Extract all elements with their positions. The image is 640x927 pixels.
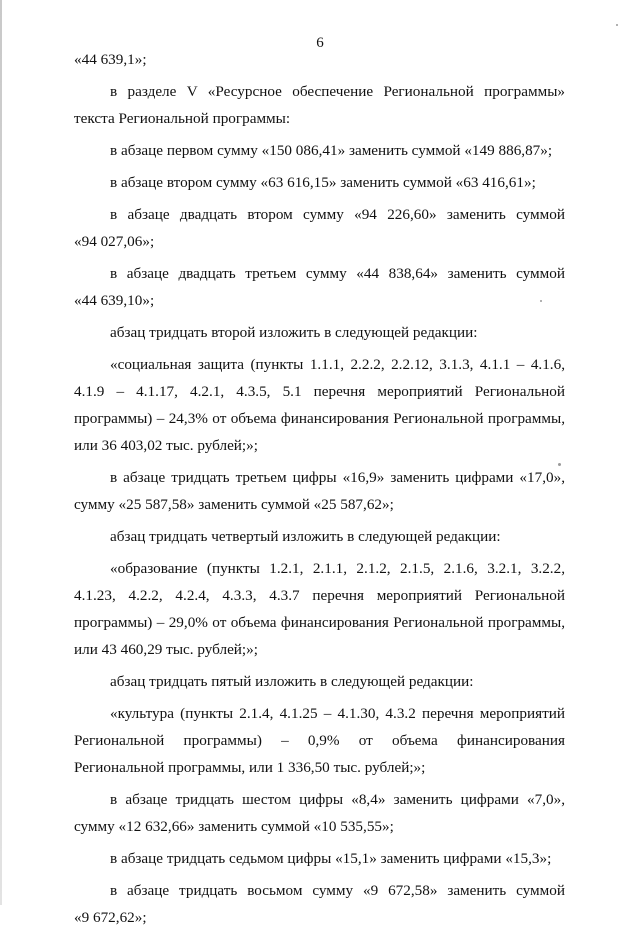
text-line: сумму «12 632,66» заменить суммой «10 535,55»; — [74, 818, 394, 835]
text-line: программы) – 29,0% от объема финансирования Региональной программы, — [74, 614, 565, 631]
text-line: или 36 403,02 тыс. рублей;»; — [74, 437, 258, 454]
text-line: 4.1.23, 4.2.2, 4.2.4, 4.3.3, 4.3.7 перечня мероприятий Региональной — [74, 587, 565, 604]
text-line: в абзаце втором сумму «63 616,15» заменить суммой «63 416,61»; — [110, 174, 536, 191]
text-line: «социальная защита (пункты 1.1.1, 2.2.2, 2.2.12, 3.1.3, 4.1.1 – 4.1.6, — [110, 356, 565, 373]
page-number: 6 — [316, 35, 324, 51]
scan-edge — [0, 0, 2, 905]
text-line: абзац тридцать пятый изложить в следующей редакции: — [110, 673, 474, 690]
text-line: «94 027,06»; — [74, 233, 155, 250]
scan-speck — [616, 24, 618, 26]
scan-speck — [540, 300, 542, 302]
text-line: в абзаце тридцать седьмом цифры «15,1» заменить цифрами «15,3»; — [110, 850, 552, 867]
text-line: в абзаце первом сумму «150 086,41» заменить суммой «149 886,87»; — [110, 142, 553, 159]
scan-speck — [558, 463, 561, 466]
text-line: «образование (пункты 1.2.1, 2.1.1, 2.1.2, 2.1.5, 2.1.6, 3.2.1, 3.2.2, — [110, 560, 565, 577]
text-line: 4.1.9 – 4.1.17, 4.2.1, 4.3.5, 5.1 перечня мероприятий Региональной — [74, 383, 565, 400]
text-line: в абзаце тридцать шестом цифры «8,4» заменить цифрами «7,0», — [110, 791, 565, 808]
text-line: в абзаце тридцать третьем цифры «16,9» заменить цифрами «17,0», — [110, 469, 565, 486]
text-line: или 43 460,29 тыс. рублей;»; — [74, 641, 258, 658]
text-line: «культура (пункты 2.1.4, 4.1.25 – 4.1.30, 4.3.2 перечня мероприятий — [110, 705, 565, 722]
text-line: программы) – 24,3% от объема финансирования Региональной программы, — [74, 410, 565, 427]
text-line: сумму «25 587,58» заменить суммой «25 587,62»; — [74, 496, 394, 513]
text-line: в абзаце двадцать третьем сумму «44 838,64» заменить суммой — [110, 265, 565, 282]
text-line: в абзаце двадцать втором сумму «94 226,60» заменить суммой — [110, 206, 565, 223]
text-line: абзац тридцать второй изложить в следующей редакции: — [110, 324, 478, 341]
text-line: Региональной программы) – 0,9% от объема финансирования — [74, 732, 565, 749]
text-line: Региональной программы, или 1 336,50 тыс. рублей;»; — [74, 759, 426, 776]
text-line: «9 672,62»; — [74, 909, 147, 926]
text-line: «44 639,10»; — [74, 292, 155, 309]
text-line: в разделе V «Ресурсное обеспечение Региональной программы» — [110, 83, 565, 100]
text-line: «44 639,1»; — [74, 51, 147, 68]
document-body — [74, 50, 565, 927]
text-line: абзац тридцать четвертый изложить в следующей редакции: — [110, 528, 501, 545]
text-line: текста Региональной программы: — [74, 110, 291, 127]
text-line: в абзаце тридцать восьмом сумму «9 672,58» заменить суммой — [110, 882, 565, 899]
